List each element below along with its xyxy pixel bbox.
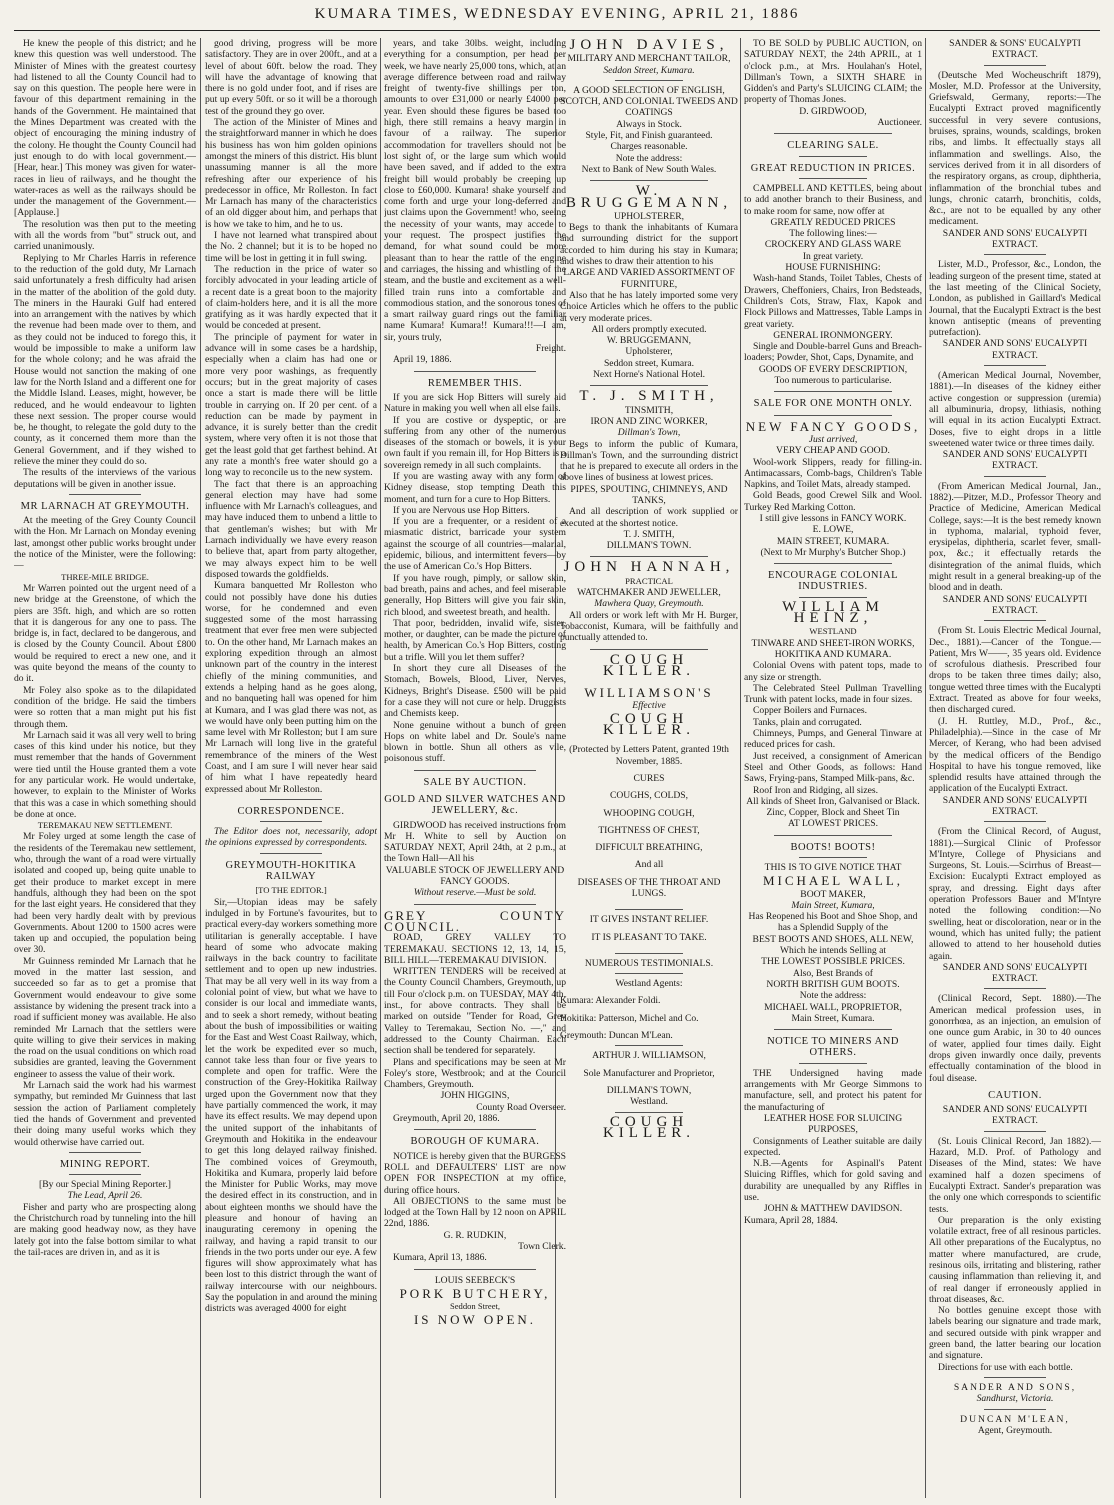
divider bbox=[984, 476, 1046, 477]
ad-line: NUMEROUS TESTIMONIALS. bbox=[584, 957, 714, 969]
paragraph: N.B.—Agents for Aspinall's Patent Sluicing Riffles, which for gold saving and durability are unequalled by any Riffles in use. bbox=[744, 1158, 922, 1204]
ad-heading: SANDER AND SONS' EUCALYPTI EXTRACT. bbox=[942, 338, 1088, 361]
ad-heading: REMEMBER THIS. bbox=[427, 377, 523, 389]
editor-note: The Editor does not, necessarily, adopt the opinions expressed by correspondents. bbox=[205, 826, 377, 849]
divider bbox=[414, 1269, 536, 1270]
ad-line: COUGHS, COLDS, bbox=[609, 790, 689, 802]
ad-line: NORTH BRITISH GUM BOOTS. bbox=[766, 978, 900, 990]
ad-line: Seddon Street, bbox=[449, 1301, 501, 1312]
ad-line: DILLMAN'S TOWN, bbox=[606, 1084, 692, 1096]
ad-line: I still give lessons in FANCY WORK. bbox=[759, 512, 907, 524]
signature-title: County Road Overseer. bbox=[476, 1101, 566, 1113]
paragraph: If you are Nervous use Hop Bitters. bbox=[393, 504, 530, 516]
column-rule bbox=[200, 38, 201, 1498]
divider bbox=[615, 953, 683, 954]
ad-heading: BOOTS! BOOTS! bbox=[790, 841, 876, 853]
signature-title: Auctioneer. bbox=[877, 117, 922, 129]
ad-line: Zinc, Copper, Block and Sheet Tin bbox=[766, 807, 900, 819]
ad-line: DILLMAN'S TOWN. bbox=[606, 540, 692, 552]
divider bbox=[414, 371, 536, 372]
ad-line: Sole Manufacturer and Proprietor, bbox=[583, 1067, 715, 1079]
paragraph: Plans and specifications may be seen at Mr Foley's store, Westbrook; and at the Council Chambers, Greymouth. bbox=[384, 1056, 566, 1091]
ad-heading: GREAT REDUCTION IN PRICES. bbox=[750, 162, 916, 174]
column-6 bbox=[929, 38, 1101, 1498]
ad-line: Main Street, Kumara. bbox=[791, 1012, 875, 1024]
ad-line: TIGHTNESS OF CHEST, bbox=[598, 824, 700, 836]
paragraph: WRITTEN TENDERS will be received at the County Council Chambers, Greymouth, up till Four o'clock p.m. on TUESDAY, MAY 4th, inst., for above contracts. They shall be marked on outside "Tender for Road, Grey Valley to Teremakau, Section No. —," and addressed to the County Chairman. Each section shall be tendered for separately. bbox=[384, 966, 566, 1057]
ad-line: HOKITIKA AND KUMARA. bbox=[774, 648, 892, 660]
paragraph: No bottles genuine except those with labels bearing our signature and trade mark, and secured outside with pink wrapper and green band, the latter bearing our location and signature. bbox=[929, 1305, 1101, 1362]
ad-line: BEST BOOTS AND SHOES, ALL NEW, bbox=[752, 933, 914, 945]
paragraph: If you have rough, pimply, or sallow skin, bad breath, pains and aches, and feel miserable generally, Hop Bitters will give you fair skin, rich blood, and sweetest breath, and health. bbox=[384, 572, 566, 618]
article-heading: GREYMOUTH-HOKITIKA RAILWAY bbox=[225, 859, 357, 883]
divider bbox=[414, 904, 536, 905]
ad-line: WESTLAND bbox=[809, 626, 857, 637]
divider bbox=[984, 821, 1046, 822]
ad-line: Too numerous to particularise. bbox=[774, 375, 892, 387]
column-rule bbox=[380, 38, 381, 1498]
ad-heading: SALE FOR ONE MONTH ONLY. bbox=[753, 398, 913, 410]
ad-line: Hokitika: Patterson, Michel and Co. bbox=[560, 1012, 699, 1024]
ad-line: A GOOD SELECTION OF ENGLISH, SCOTCH, AND COLONIAL TWEEDS AND COATINGS bbox=[560, 84, 738, 119]
ad-line: WHOOPING COUGH, bbox=[603, 807, 695, 819]
ad-line: VERY CHEAP AND GOOD. bbox=[776, 445, 890, 457]
ad-heading: GOLD AND SILVER WATCHES AND JEWELLERY, &c. bbox=[384, 794, 566, 817]
column-2 bbox=[205, 38, 377, 1498]
divider bbox=[799, 178, 867, 179]
ad-line: Also, Best Brands of bbox=[793, 967, 873, 979]
paragraph: Colonial Ovens with patent tops, made to any size or strength. bbox=[744, 660, 922, 683]
ad-line: Has Reopened his Boot and Shoe Shop, and has a Splendid Supply of the bbox=[748, 911, 918, 934]
divider bbox=[774, 835, 892, 836]
divider bbox=[590, 180, 708, 181]
masthead: KUMARA TIMES, WEDNESDAY EVENING, APRIL 21, 1886 bbox=[314, 6, 800, 22]
paragraph: He knew the people of this district; and he knew this question was well understood. The Minister of Mines with the greatest courtesy had listened to all the County Council had to say on this question. The people here were in favour of this department remaining in the hands of the Government. He maintained that the Mines Department was created with the object of encouraging the mining industry of the colony. He thought the County Council had just enough to do with local government.—[Hear, hear.] This money was given for water-races in lieu of railways, and he thought the water-races as well as the railways should be under the management of the Government.—[Applause.] bbox=[14, 38, 196, 219]
paragraph: NOTICE is hereby given that the BURGESS ROLL and DEFAULTERS' LIST are now OPEN FOR INSPECTION at my office, during office hours. bbox=[384, 1150, 566, 1196]
divider bbox=[984, 254, 1046, 255]
ad-line: Upholsterer, bbox=[625, 346, 673, 358]
ad-line: ARTHUR J. WILLIAMSON, bbox=[592, 1050, 706, 1062]
paragraph: The reduction in the price of water so forcibly advocated in your leading article of a recent date is a great boon to the majority of claim-holders here, and it is all the more gratifying as it was hardly expected that it would be conceded at present. bbox=[205, 263, 377, 332]
paragraph: The fact that there is an approaching general election may have had some influence with Mr Larnach's colleagues, and may have induced them to unbend a little to that gentleman's wishes; but with Mr Larnach individually we have every reason to believe that, apart from party altogether, we may always expect him to be well disposed towards the goldfields. bbox=[205, 478, 377, 580]
ad-heading: SANDER AND SONS' EUCALYPTI EXTRACT. bbox=[942, 961, 1088, 985]
paragraph: (From American Medical Journal, Jan., 1882).—Pitzer, M.D., Professor Theory and Practice of Medicine, American Medical College, says:—It is the best remedy known in typhoma, malarial, typhoid fever, erysipelas, diphtheria, scarlet fever, small-pox, &c.; it effectually retards the disintegration of the animal fluids, which might result in a general breaking-up of the blood and in death. bbox=[929, 480, 1101, 594]
ad-line: Always in Stock. bbox=[616, 118, 682, 130]
paragraph: Gold Beads, good Crewel Silk and Wool. Turkey Red Marking Cotton. bbox=[744, 490, 922, 513]
paragraph: Roof Iron and Ridging, all sizes. bbox=[753, 784, 878, 796]
paragraph: And all description of work supplied or executed at the shortest notice. bbox=[560, 506, 738, 529]
signature: Freight. bbox=[535, 343, 566, 355]
dateline: April 19, 1886. bbox=[393, 354, 452, 366]
divider bbox=[69, 494, 141, 495]
paragraph: Mr Larnach said the work had his warmest sympathy, but reminded Mr Guinness that last session the action of Parliament completely tied the hands of Government and prevented their doing many useful works which they would otherwise have carried out. bbox=[14, 1080, 196, 1148]
ad-name: MICHAEL WALL, bbox=[762, 873, 904, 889]
paragraph: At the meeting of the Grey County Council with the Hon. Mr Larnach on Monday evening last, amongst other public works brought under the notice of the Minister, were the following:— bbox=[14, 515, 196, 572]
ad-line: COUGH KILLER. bbox=[602, 710, 696, 739]
article-heading: MR LARNACH AT GREYMOUTH. bbox=[20, 500, 190, 512]
paragraph: (From St. Louis Electric Medical Journal, Dec., 1881).—Cancer of the Tongue.—Patient, Mrs W——, 35 years old. Evidence of scrofulous diathesis. Prescribed four drops to be taken three times daily; also, tongue wetted three times with the Eucalypti Extract. Treated as above for four weeks, then discharged cured. bbox=[929, 625, 1101, 716]
ad-heading: SANDER AND SONS' EUCALYPTI EXTRACT. bbox=[942, 227, 1088, 251]
divider bbox=[799, 857, 867, 858]
divider bbox=[615, 909, 683, 910]
paragraph: CAMPBELL AND KETTLES, being about to add another branch to their Business, and to make room for same, now offer at bbox=[744, 182, 922, 217]
paragraph: The resolution was then put to the meeting with all the words from "but" struck out, and carried unanimously. bbox=[14, 218, 196, 253]
paragraph: The action of the Minister of Mines and the straightforward manner in which he does his business has won him golden opinions amongst the miners of this district. His blunt unassuming manner is all the more refreshing after our experience of his predecessor in office, Mr Rolleston. In fact Mr Larnach has many of the characteristics of an old digger about him, and perhaps that is how we take to him, and he to us. bbox=[205, 117, 377, 230]
ad-heading: SANDER AND SONS' EUCALYPTI EXTRACT. bbox=[942, 1104, 1088, 1127]
divider bbox=[774, 133, 892, 134]
divider bbox=[774, 391, 892, 392]
ad-heading: CAUTION. bbox=[988, 1089, 1042, 1101]
ad-line: Westland Agents: bbox=[615, 978, 683, 990]
ad-line: Westland. bbox=[630, 1096, 668, 1108]
ad-line: IT GIVES INSTANT RELIEF. bbox=[589, 914, 709, 926]
paragraph: Sir,—Utopian ideas may be safely indulged in by Fortune's favourites, but to practical every-day workers something more utilitarian is generally acceptable. I have heard of some who advocate making railways in the back country to facilitate settlement and to open up new industries. That may be all very well in its way from a colonial point of view, but what we have to consider is our local and immediate wants, and to seek a short remedy, without beating about the bush of impossibilities or waiting for the East and West Coast Railway, which, let the work be expedited ever so much, cannot take less than four or five years to complete and open for traffic. Were the construction of the Grey-Hokitika Railway urged upon the Government now that they have partially commenced the work, it may have its effect results. We may depend upon the united support of the inhabitants of Greymouth and Hokitika in the endeavour to get this long delayed railway finished. The combined voices of Greymouth, Hokitika and Kumara, properly laid before the Minister for Public Works, may move the desired effect in its construction, and in about eighteen months we should have the pleasure and honour of having an inaugurating ceremony in opening the railway, and having a rapid transit to our friends in the two ports under our eye. A few figures will show approximately what has been lost to this district through the want of railway intercourse with our neighbours. Say the population in and around the mining districts was averaged 4000 for eight bbox=[205, 896, 377, 1315]
paragraph: Mr Foley urged at some length the case of the residents of the Teremakau new settlement, who, through the want of a road were virtually isolated and cooped up, being quite unable to get their produce to market except in mere handfuls, although they had been on the spot for the last eight years. He considered that they had been very hardly dealt with by previous Governments. About 1200 to 1500 acres were taken up and occupied, the population being over 30. bbox=[14, 831, 196, 956]
ad-line: IS NOW OPEN. bbox=[413, 1312, 537, 1328]
ad-line: DISEASES OF THE THROAT AND LUNGS. bbox=[577, 876, 721, 899]
ad-heading: SANDER & SONS' EUCALYPTI EXTRACT. bbox=[949, 38, 1081, 61]
ad-line: COUGH KILLER. bbox=[602, 1113, 696, 1141]
divider bbox=[984, 988, 1046, 989]
divider bbox=[260, 821, 322, 822]
divider bbox=[590, 649, 708, 650]
divider bbox=[615, 1045, 683, 1046]
divider bbox=[984, 365, 1046, 366]
paragraph: Copper Boilers and Furnaces. bbox=[753, 705, 868, 717]
ad-line: LARGE AND VARIED ASSORTMENT OF FURNITURE, bbox=[563, 267, 735, 290]
divider bbox=[69, 1174, 141, 1175]
ad-line: CROCKERY AND GLASS WARE bbox=[764, 239, 902, 251]
ad-line: Mawhera Quay, Greymouth. bbox=[594, 598, 704, 610]
dateline: Kumara, April 13, 1886. bbox=[393, 1252, 487, 1264]
paragraph: Mr Warren pointed out the urgent need of a new bridge at the Greenstone, of which the piers are 35ft. high, and which are so rotten that it is dangerous for any one to pass. The bridge is, in fact, declared to be dangerous, and is closed by the County Council. About £800 would be required to erect a new one, and it was quite beyond the means of the county to do it. bbox=[14, 582, 196, 685]
signature-title: Town Clerk. bbox=[518, 1240, 566, 1252]
signature-place: Sandhurst, Victoria. bbox=[976, 1393, 1054, 1405]
ad-line: VALUABLE STOCK OF JEWELLERY AND FANCY GOODS. bbox=[385, 864, 565, 888]
divider bbox=[615, 973, 683, 974]
paragraph: I have not learned what transpired about the No. 2 channel; but it is to be hoped no time will be lost in getting it in full swing. bbox=[205, 230, 377, 264]
paragraph: Consignments of Leather suitable are daily expected. bbox=[744, 1135, 922, 1158]
dateline: Greymouth, April 20, 1886. bbox=[393, 1113, 500, 1125]
ad-line: DIFFICULT BREATHING, bbox=[595, 842, 703, 854]
masthead-rule bbox=[14, 30, 1100, 31]
paragraph: TO BE SOLD by PUBLIC AUCTION, on SATURDAY NEXT, the 24th APRIL, at 1 o'clock p.m., at Mrs. Houlahan's Hotel, Dillman's Town, a SIXTH SHARE in Gidden's and Party's SLUICING CLAIM; the property of Thomas Jones. bbox=[744, 38, 922, 106]
ad-line: GOODS OF EVERY DESCRIPTION, bbox=[758, 363, 908, 375]
divider bbox=[774, 563, 892, 564]
divider bbox=[615, 80, 683, 81]
paragraph: (From the Clinical Record, of August, 1881).—Surgical Clinic of Professor M'Intyre, College of Physicians and Surgeons, St. Louis.—Scirrhus of Breast—Excision: Eucalypti Extract employed as spray, and dressing. Eight days after operation Professors Bauer and M'Intyre noted the following condition:—No swelling, heat or discoloration, near or in the wound, which has united fully; the patient allowed to attend to her household duties again. bbox=[929, 826, 1101, 962]
ad-name: W. BRUGGEMANN, bbox=[565, 183, 733, 211]
ad-line: Seddon Street, Kumara. bbox=[603, 64, 695, 76]
divider bbox=[984, 65, 1046, 66]
ad-line: WILLIAMSON'S bbox=[584, 685, 714, 701]
paragraph: If you are sick Hop Bitters will surely aid Nature in making you well when all else fails. bbox=[384, 391, 566, 415]
ad-line: LEATHER HOSE FOR SLUICING PURPOSES, bbox=[763, 1112, 903, 1136]
ad-line: BOOT MAKER, bbox=[800, 888, 866, 900]
ad-line: Note the address: bbox=[615, 152, 683, 164]
paragraph: (American Medical Journal, November, 1881).—In diseases of the kidney either active congestion or suppression (uremia) all albuminuria, dropsy, lithiasis, nothing will equal in its action Eucalypti Extract. Doses, five to eight drops in a little sweetened water twice or three times daily. bbox=[929, 370, 1101, 449]
ad-line: MAIN STREET, KUMARA. bbox=[776, 535, 890, 547]
ad-line: All orders promptly executed. bbox=[591, 323, 707, 335]
column-5 bbox=[744, 38, 922, 1498]
ad-line: Next to Bank of New South Wales. bbox=[581, 163, 717, 175]
paragraph: The principle of payment for water in advance will in some cases be a hardship, especially when a claim has had one or more very poor washings, as frequently occurs; but in the great majority of cases once a start is made there will be little trouble in carrying on. If 20 per cent. of a reduction can be made by payment in advance, it is surely better than the credit system, where very often it is not those that get the least gold that get farthest behind. At any rate a month's free water should go a long way to reconcile us to the new system. bbox=[205, 331, 377, 479]
ad-line: E. LOWE, bbox=[812, 524, 854, 536]
ad-heading: SALE BY AUCTION. bbox=[423, 776, 527, 788]
paragraph: Kumara banquetted Mr Rolleston who could not possibly have done his duties worse, for he condemned and even suggested some of the most harrassing treatment that ever free men were subjected to. On the other hand, Mr Larnach makes an exploring expedition through an almost unknown part of the country in the interest chiefly of the mining communities, and extends a helping hand as he goes along, and no banqueting hall was opened for him at Kumara, and I was glad there was not, as we would have only been putting him on the same level with Mr Rolleston; but I am sure Mr Larnach will long live in the grateful remembrance of the miners of the West Coast, and I am sure I will never hear said of him what I have repeatedly heard expressed about Mr Rolleston. bbox=[205, 580, 377, 795]
divider bbox=[774, 1029, 892, 1030]
ad-heading: ENCOURAGE COLONIAL INDUSTRIES. bbox=[767, 570, 899, 593]
section-heading: CORRESPONDENCE. bbox=[237, 805, 345, 817]
ad-line: PORK BUTCHERY, bbox=[399, 1285, 551, 1301]
ad-line: T. J. SMITH, bbox=[623, 528, 675, 540]
ad-line: Style, Fit, and Finish guaranteed. bbox=[585, 130, 713, 142]
paragraph: If you are wasting away with any form of Kidney disease, stop tempting Death this moment, and turn for a cure to Hop Bitters. bbox=[384, 470, 566, 505]
ad-line: WATCHMAKER AND JEWELLER, bbox=[577, 587, 721, 599]
ad-line: The following lines:— bbox=[789, 228, 877, 240]
paragraph: All OBJECTIONS to the same must be lodged at the Town Hall by 12 noon on APRIL 22nd, 1886. bbox=[384, 1195, 566, 1230]
ad-line: In great variety. bbox=[802, 250, 864, 262]
paragraph: Fisher and party who are prospecting along the Christchurch road by tunneling into the hill are making good headway now, as they have lately got into the false bottom similar to what the tail-races are driven in, and as it is bbox=[14, 1201, 196, 1258]
paragraph: Mr Guinness reminded Mr Larnach that he moved in the matter last session, and succeeded so far as to get a promise that Government would endeavour to give some assistance by widening the present track into a road if sufficient money was available. He also reminded Mr Larnach that the settlers were quite willing to give their services in making the road on the usual conditions on which road subsidies are granted, leaving the Government engineer to assess the value of their work. bbox=[14, 955, 196, 1080]
ad-line: Dillman's Town, bbox=[617, 427, 681, 439]
divider bbox=[69, 1152, 141, 1153]
ad-line: GENERAL IRONMONGERY. bbox=[773, 329, 893, 341]
ad-line: W. BRUGGEMANN, bbox=[606, 335, 692, 347]
divider bbox=[260, 799, 322, 800]
divider bbox=[260, 853, 322, 854]
ad-line: TINWARE AND SHEET-IRON WORKS, bbox=[751, 637, 915, 649]
paragraph: (Deutsche Med Wocheuschrift 1879), Mosler, M.D. Professor at the University, Griefswald, Germany, reports:—The Eucalypti Extract proved magnificently successful in very severe contusions, bruises, sprains, wounds, scaldings, broken ribs, and limbs. It effectually stays all inflammation and swellings. Also, the services derived from it in all disorders of the respiratory organs, as croup, diphtheria, inflammation of the bronchial tubes and lungs, chronic catarrh, bronchitis, colds, &c., are not to be equalled by any other medicament. bbox=[929, 69, 1101, 228]
ad-line: UPHOLSTERER, bbox=[613, 210, 685, 222]
ad-line: (Protected by Letters Patent, granted 19th November, 1885. bbox=[569, 744, 729, 767]
ad-line: (Next to Mr Murphy's Butcher Shop.) bbox=[760, 546, 906, 558]
divider bbox=[799, 156, 867, 157]
paragraph: Wool-work Slippers, ready for filling-in. Antimacassars, Comb-bags, Children's Table Napkins, and Toilet Mats, already stamped. bbox=[744, 456, 922, 491]
divider bbox=[414, 1129, 536, 1130]
paragraph: (Clinical Record, Sept. 1880).—The American medical profession uses, in gonorrhœa, as an injection, an emulsion of one ounce gum Arabic, in 30 to 40 ounces of water, applied four times daily. Eight drops given inwardly once daily, prevents effectually contamination of the blood in foul disease. bbox=[929, 993, 1101, 1084]
signature: D. GIRDWOOD, bbox=[799, 105, 867, 117]
column-rule bbox=[740, 38, 741, 1498]
paragraph: None genuine without a bunch of green Hops on white label and Dr. Soule's name blown in bottle. Shun all others as vile, poisonous stuff. bbox=[384, 719, 566, 765]
ad-line: Main Street, Kumara, bbox=[791, 899, 875, 911]
ad-line: PIPES, SPOUTING, CHIMNEYS, AND TANKS, bbox=[570, 483, 728, 506]
divider bbox=[615, 1112, 683, 1113]
divider bbox=[414, 770, 536, 771]
column-3 bbox=[384, 38, 566, 1498]
ad-heading: SANDER AND SONS' EUCALYPTI EXTRACT. bbox=[942, 794, 1088, 817]
dateline: Kumara, April 28, 1884. bbox=[744, 1214, 838, 1226]
paragraph: Also that he has lately imported some very Choice Articles which he offers to the public at very moderate prices. bbox=[560, 289, 738, 324]
ad-heading: GREY COUNTY COUNCIL. bbox=[384, 907, 566, 934]
paragraph: Lister, M.D., Professor, &c., London, the leading surgeon of the present time, stated at the last meeting of the Clinical Society, London, as published in Gaillard's Medical Journal, that the Eucalypti Extract is the best known antiseptic (means of preventing putrefaction). bbox=[929, 259, 1101, 339]
agent-place: Agent, Greymouth. bbox=[977, 1424, 1053, 1436]
ad-name: WILLIAM HEINZ, bbox=[782, 598, 884, 627]
signature: JOHN & MATTHEW DAVIDSON. bbox=[763, 1203, 903, 1215]
byline: [By our Special Mining Reporter.] bbox=[39, 1179, 171, 1191]
paragraph: Just received, a consignment of American Steel and Other Goods, as follows: Hand Saws, Frying-pans, Stamped Milk-pans, &c. bbox=[744, 750, 922, 785]
ad-line: IRON AND ZINC WORKER, bbox=[590, 415, 708, 427]
paragraph: Directions for use with each bottle. bbox=[938, 1361, 1073, 1373]
ad-name: COUGH KILLER. bbox=[602, 651, 696, 679]
signature: JOHN HIGGINS, bbox=[440, 1090, 510, 1102]
ad-heading: BOROUGH OF KUMARA. bbox=[410, 1136, 540, 1148]
ad-line: Effective bbox=[632, 700, 666, 712]
paragraph: All orders or work left with Mr H. Burger, Tobacconist, Kumara, will be faithfully and punctually attended to. bbox=[560, 609, 738, 644]
divider bbox=[984, 1377, 1046, 1378]
ad-line: IT IS PLEASANT TO TAKE. bbox=[591, 931, 707, 943]
paragraph: good driving, progress will be more satisfactory. They are in over 200ft., and at a level of about 60ft. below the road. They will have the advantage of knowing that there is no gold under foot, and if rises are put up every 50ft. or so it will be a thorough test of the ground they go over. bbox=[205, 38, 377, 117]
divider bbox=[984, 1409, 1046, 1410]
dateline: The Lead, April 26. bbox=[67, 1190, 143, 1202]
subheading: THREE-MILE BRIDGE. bbox=[61, 571, 149, 582]
paragraph: Mr Larnach said it was all very well to bring cases of this kind under his notice, but they must remember that the hands of Government were tied until the House granted them a vote for any particular work. He would undertake, however, to explain to the Minister of Works that this was a case in which something should be done at once. bbox=[14, 729, 196, 820]
ad-heading: NOTICE TO MINERS AND OTHERS. bbox=[767, 1036, 899, 1059]
paragraph: (St. Louis Clinical Record, Jan 1882).—Hazard, M.D. Prof. of Pathology and Diseases of the Mind, states: We have examined half a dozen specimens of Eucalypti Extract. Sander's preparation was the only one which corresponds to scientific tests. bbox=[929, 1135, 1101, 1215]
paragraph: Begs to thank the inhabitants of Kumara and surrounding district for the support accorded to him during his stay in Kumara; and wishes to draw their attention to his bbox=[560, 222, 738, 268]
ad-line: AT LOWEST PRICES. bbox=[788, 818, 878, 830]
paragraph: years, and take 30lbs. weight, including everything for a consumption, per head per week, we have nearly 25,000 tons, which, at an average difference between road and railway freight of twenty-five shillings per ton, amounts to over £31,000 or nearly £4000 per year. Even should these figures be based too high, there still remains a heavy margin in favour of a railway. The superior accommodation for travellers should not be lost sight of, or the large sum which would have been saved, and if added to the extra freight bill would probably be creeping up close to £60,000. Kumara! shake yourself and come forth and urge your long-deferred and just claims upon the Government! who, seeing the necessity of your wants, may accede to your request. The prospect justifies the demand, for what sound could be more pleasant than to hear the rattle of the engine and carriages, the hissing and whistling of the steam, and the bustle and excitement as a well-filled train runs into a comfortable and commodious station, and the sonorous tones of a smart railway guard rings out the familiar name Kumara! Kumara!! Kumara!!!—I am, sir, yours truly, bbox=[384, 38, 566, 343]
paragraph: The results of the interviews of the various deputations will be given in another issue. bbox=[14, 467, 196, 490]
ad-heading: CLEARING SALE. bbox=[787, 140, 879, 152]
column-4 bbox=[560, 38, 738, 1498]
paragraph: GIRDWOOD has received instructions from Mr H. White to sell by Auction on SATURDAY NEXT, April 24th, at 2 p.m., at the Town Hall—All his bbox=[384, 819, 566, 865]
column-1 bbox=[14, 38, 196, 1498]
ad-line: Next Horne's National Hotel. bbox=[592, 369, 706, 381]
ad-line: Seddon street, Kumara. bbox=[603, 357, 695, 369]
ad-line: Which he intends Selling at bbox=[779, 945, 887, 957]
paragraph: Replying to Mr Charles Harris in reference to the reduction of the gold duty, Mr Larnach said unfortunately a fresh difficulty had arisen in the matter of the abolition of the gold duty. The miners in the Hauraki Gulf had entered into an arrangement with the natives by which the revenue had been made over to them, and as they could not be induced to forego this, it would be impossible to make a uniform law for the whole colony; and he was afraid the House would not sanction the making of one law for the North Island and a different one for the Middle Island. Leases, might, however, be reduced, and he would endeavour to lighten these next session. The proper course would be, he thought, to relegate the gold duty to the county, as it concerned them more than the General Government, and if they wished to relieve the miner they could do so. bbox=[14, 252, 196, 467]
paragraph: The Celebrated Steel Pullman Travelling Trunk with patent locks, made in four sizes. bbox=[744, 682, 922, 706]
divider bbox=[984, 620, 1046, 621]
paragraph: That poor, bedridden, invalid wife, sister, mother, or daughter, can be made the picture of health, by American Co.'s Hop Bitters, costing but a trifle. Will you let them suffer? bbox=[384, 617, 566, 663]
divider bbox=[590, 556, 708, 557]
divider bbox=[774, 415, 892, 416]
ad-heading: SANDER AND SONS' EUCALYPTI EXTRACT. bbox=[942, 449, 1088, 472]
signature: SANDER AND SONS, bbox=[953, 1381, 1077, 1393]
divider bbox=[984, 1131, 1046, 1132]
ad-line: THIS IS TO GIVE NOTICE THAT bbox=[764, 862, 902, 873]
ad-line: Without reserve.—Must be sold. bbox=[413, 887, 537, 899]
ad-line: CURES bbox=[633, 772, 665, 784]
paragraph: Begs to inform the public of Kumara, Dillman's Town, and the surrounding district that he is prepared to execute all orders in the above lines of business at lowest prices. bbox=[560, 438, 738, 484]
paragraph: Mr Foley also spoke as to the dilapidated condition of the bridge. He said the timbers were so rotten that a man might put his fist through them. bbox=[14, 684, 196, 730]
paragraph: If you are a frequenter, or a resident of a miasmatic district, barricade your system against the scourge of all countries—malarial, epidemic, bilious, and intermittent fevers—by the use of American Co.'s Hop Bitters. bbox=[384, 516, 566, 573]
paragraph: Our preparation is the only existing volatile extract, free of all resinous particles. All other preparations of the Eucalyptus, no matter where manufactured, are crude, resinous oils, irritating and blistering, rather causing inflammation than relieving it, and of real danger if erroneously applied in throat diseases, &c. bbox=[929, 1214, 1101, 1305]
divider bbox=[799, 1063, 867, 1064]
paragraph: Tanks, plain and corrugated. bbox=[753, 716, 862, 728]
subheading: TEREMAKAU NEW SETTLEMENT. bbox=[37, 820, 173, 831]
ad-name: NEW FANCY GOODS, bbox=[745, 418, 921, 434]
ad-line: Kumara: Alexander Foldi. bbox=[560, 995, 661, 1007]
divider bbox=[799, 597, 867, 598]
ad-line: PRACTICAL bbox=[625, 575, 673, 586]
ad-line: Just arrived, bbox=[808, 433, 858, 445]
ad-heading: SANDER AND SONS' EUCALYPTI EXTRACT. bbox=[942, 593, 1088, 616]
ad-line: All kinds of Sheet Iron, Galvanised or Black. bbox=[746, 795, 920, 807]
ad-name: JOHN HANNAH, bbox=[563, 559, 735, 576]
ad-line: MILITARY AND MERCHANT TAILOR, bbox=[567, 53, 731, 65]
divider bbox=[590, 385, 708, 386]
paragraph: If you are costive or dyspeptic, or are suffering from any other of the numerous diseases of the stomach or bowels, it is your own fault if you remain ill, for Hop Bitters is a sovereign remedy in all such complaints. bbox=[384, 414, 566, 471]
subheading: [TO THE EDITOR.] bbox=[255, 885, 327, 896]
paragraph: Chimneys, Pumps, and General Tinware at reduced prices for cash. bbox=[744, 728, 922, 751]
paragraph: THE Undersigned having made arrangements with Mr George Simmons to manufacture, sell, and protect his patent for the manufacturing of bbox=[744, 1067, 922, 1113]
paragraph: Wash-hand Stands, Toilet Tables, Chests of Drawers, Cheffoniers, Chairs, Iron Bedsteads, Children's Cots, Straw, Flax, Kapok and Flock Pillows and Mattresses, Table Lamps in great variety. bbox=[744, 273, 922, 330]
ad-line: TINSMITH, bbox=[624, 404, 674, 416]
paragraph: (J. H. Ruttley, M.D., Prof., &c., Philadelphia).—Since in the case of Mr Mercer, of Kerang, who had been advised by the medical officers of the Bendigo Hospital to have his tongue removed, like splendid results have attained through the application of the Eucalypti Extract. bbox=[929, 715, 1101, 795]
ad-line: Note the address: bbox=[799, 990, 867, 1002]
column-rule bbox=[925, 38, 926, 1498]
article-heading: MINING REPORT. bbox=[59, 1158, 151, 1170]
ad-name: JOHN DAVIES, bbox=[569, 38, 729, 53]
ad-line: MICHAEL WALL, PROPRIETOR, bbox=[764, 1001, 902, 1013]
ad-line: THE LOWEST POSSIBLE PRICES. bbox=[761, 956, 905, 968]
ad-line: Charges reasonable. bbox=[610, 141, 688, 153]
ad-name: T. J. SMITH, bbox=[579, 388, 719, 405]
ad-line: Greymouth: Duncan M'Lean. bbox=[560, 1030, 673, 1042]
ad-line: LOUIS SEEBECK'S bbox=[434, 1274, 516, 1286]
ad-line: GREATLY REDUCED PRICES bbox=[770, 216, 896, 228]
paragraph: Single and Double-barrel Guns and Breach-loaders; Powder, Shot, Caps, Dynamite, and bbox=[744, 341, 922, 364]
ad-line: HOUSE FURNISHING: bbox=[785, 262, 881, 274]
paragraph: ROAD, GREY VALLEY TO TEREMAKAU. SECTIONS 12, 13, 14, 15, BILL HILL—TEREMAKAU DIVISION. bbox=[384, 932, 566, 966]
paragraph: In short they cure all Diseases of the Stomach, Bowels, Blood, Liver, Nerves, Kidneys, Bright's Disease. £500 will be paid for a case they will not cure or help. Druggists and Chemists keep. bbox=[384, 663, 566, 720]
agent-name: DUNCAN M'LEAN, bbox=[960, 1413, 1070, 1425]
signature: G. R. RUDKIN, bbox=[443, 1229, 507, 1241]
ad-line: And all bbox=[634, 859, 664, 871]
